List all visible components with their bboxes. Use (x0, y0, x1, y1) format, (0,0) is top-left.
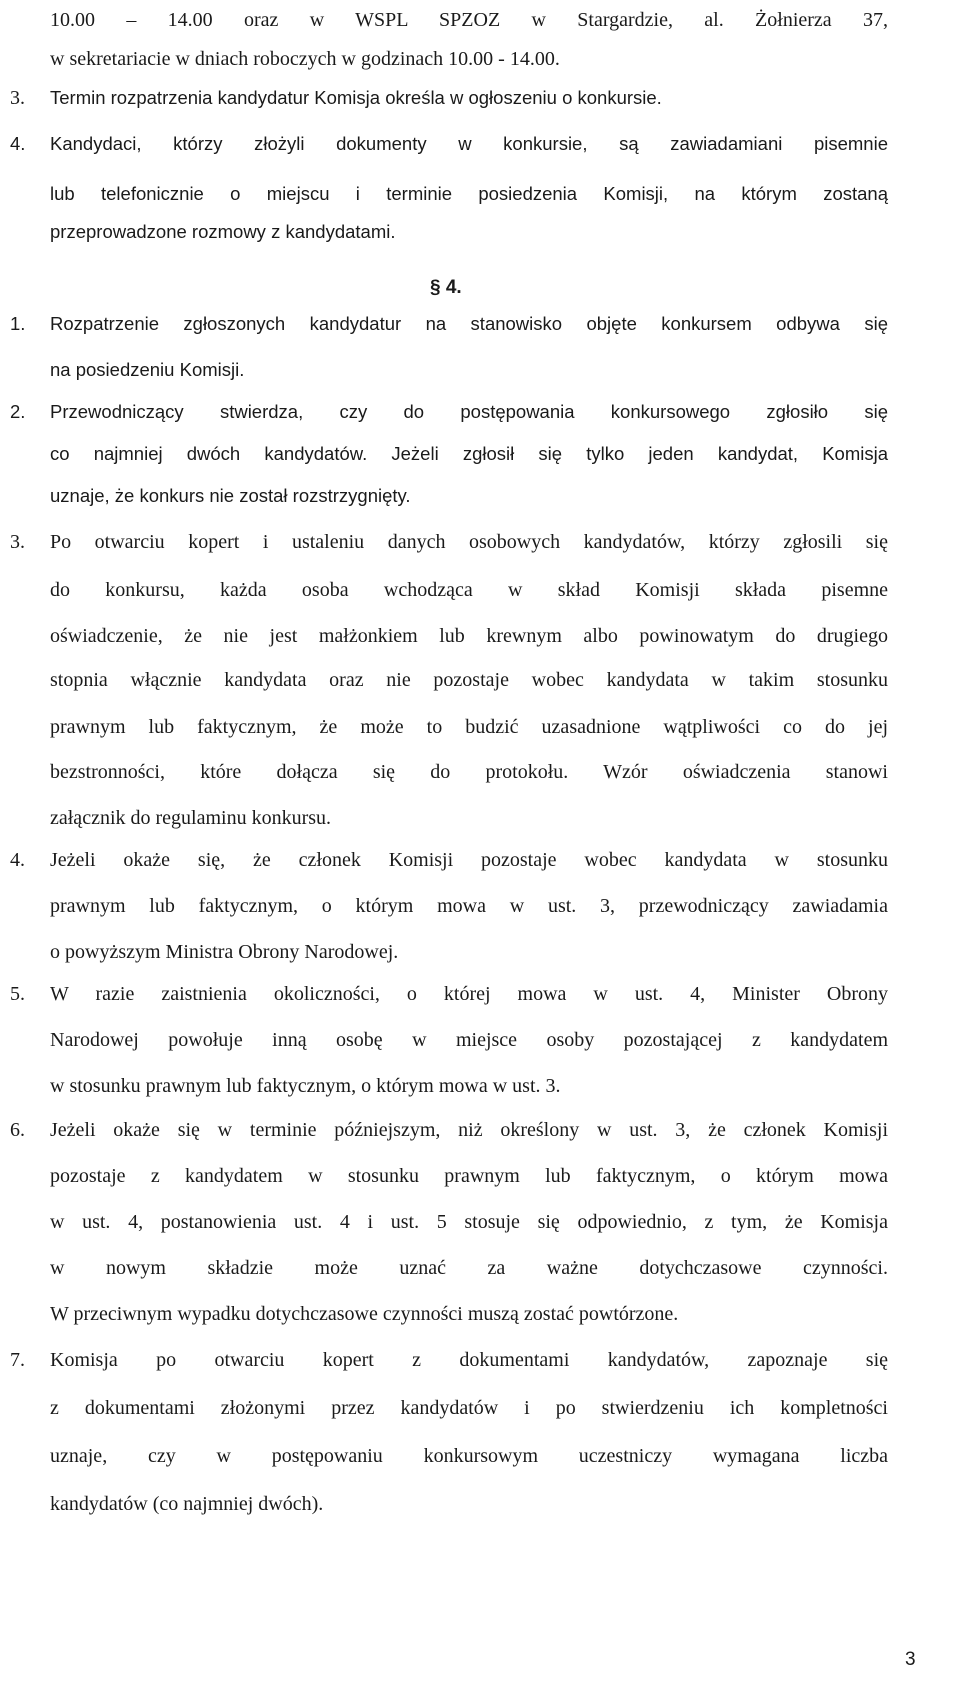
item-number: 3. (10, 87, 25, 109)
text-line: stopnia włącznie kandydata oraz nie pozostaje wobec kandydata w takim stosunku (50, 669, 888, 691)
text-line: uznaje, że konkurs nie został rozstrzygnięty. (50, 485, 411, 506)
item-number: 7. (10, 1349, 25, 1371)
text-line: Kandydaci, którzy złożyli dokumenty w konkursie, są zawiadamiani pisemnie (50, 133, 888, 154)
text-line: oświadczenie, że nie jest małżonkiem lub krewnym albo powinowatym do drugiego (50, 625, 888, 647)
text-line: 10.00 – 14.00 oraz w WSPL SPZOZ w Stargardzie, al. Żołnierza 37, (50, 9, 888, 31)
text-line: W razie zaistnienia okoliczności, o której mowa w ust. 4, Minister Obrony (50, 983, 888, 1005)
text-line: prawnym lub faktycznym, że może to budzić uzasadnione wątpliwości co do jej (50, 716, 888, 738)
text-line: do konkursu, każda osoba wchodząca w skład Komisji składa pisemne (50, 579, 888, 601)
text-line: co najmniej dwóch kandydatów. Jeżeli zgłosił się tylko jeden kandydat, Komisja (50, 443, 888, 464)
text-line: Przewodniczący stwierdza, czy do postępowania konkursowego zgłosiło się (50, 401, 888, 422)
text-line: pozostaje z kandydatem w stosunku prawnym lub faktycznym, o którym mowa (50, 1165, 888, 1187)
item-number: 2. (10, 401, 26, 422)
text-line: w ust. 4, postanowienia ust. 4 i ust. 5 stosuje się odpowiednio, z tym, że Komisja (50, 1211, 888, 1233)
text-line: w stosunku prawnym lub faktycznym, o którym mowa w ust. 3. (50, 1075, 561, 1097)
text-line: prawnym lub faktycznym, o którym mowa w ust. 3, przewodniczący zawiadamia (50, 895, 888, 917)
item-number: 5. (10, 983, 25, 1005)
item-number: 4. (10, 849, 25, 871)
text-line: Narodowej powołuje inną osobę w miejsce osoby pozostającej z kandydatem (50, 1029, 888, 1051)
text-line: Komisja po otwarciu kopert z dokumentami kandydatów, zapoznaje się (50, 1349, 888, 1371)
text-line: W przeciwnym wypadku dotychczasowe czynności muszą zostać powtórzone. (50, 1303, 679, 1325)
page-number: 3 (905, 1649, 916, 1670)
text-line: kandydatów (co najmniej dwóch). (50, 1493, 324, 1515)
text-line: Po otwarciu kopert i ustaleniu danych osobowych kandydatów, którzy zgłosili się (50, 531, 888, 553)
item-number: 1. (10, 313, 26, 334)
text-line: lub telefonicznie o miejscu i terminie posiedzenia Komisji, na którym zostaną (50, 183, 888, 204)
text-line: Jeżeli okaże się, że członek Komisji pozostaje wobec kandydata w stosunku (50, 849, 888, 871)
item-number: 6. (10, 1119, 25, 1141)
section-heading: § 4. (430, 277, 462, 298)
text-line: załącznik do regulaminu konkursu. (50, 807, 332, 829)
text-line: o powyższym Ministra Obrony Narodowej. (50, 941, 399, 963)
text-line: bezstronności, które dołącza się do protokołu. Wzór oświadczenia stanowi (50, 761, 888, 783)
text-line: Rozpatrzenie zgłoszonych kandydatur na stanowisko objęte konkursem odbywa się (50, 313, 888, 334)
text-line: Jeżeli okaże się w terminie późniejszym, niż określony w ust. 3, że członek Komisji (50, 1119, 888, 1141)
text-line: na posiedzeniu Komisji. (50, 359, 245, 380)
text-line: Termin rozpatrzenia kandydatur Komisja określa w ogłoszeniu o konkursie. (50, 87, 662, 108)
item-number: 3. (10, 531, 25, 553)
text-line: przeprowadzone rozmowy z kandydatami. (50, 221, 396, 242)
text-line: z dokumentami złożonymi przez kandydatów i po stwierdzeniu ich kompletności (50, 1397, 888, 1419)
text-line: w nowym składzie może uznać za ważne dotychczasowe czynności. (50, 1257, 888, 1279)
item-number: 4. (10, 133, 26, 154)
text-line: uznaje, czy w postępowaniu konkursowym uczestniczy wymagana liczba (50, 1445, 888, 1467)
text-line: w sekretariacie w dniach roboczych w godzinach 10.00 - 14.00. (50, 48, 560, 70)
